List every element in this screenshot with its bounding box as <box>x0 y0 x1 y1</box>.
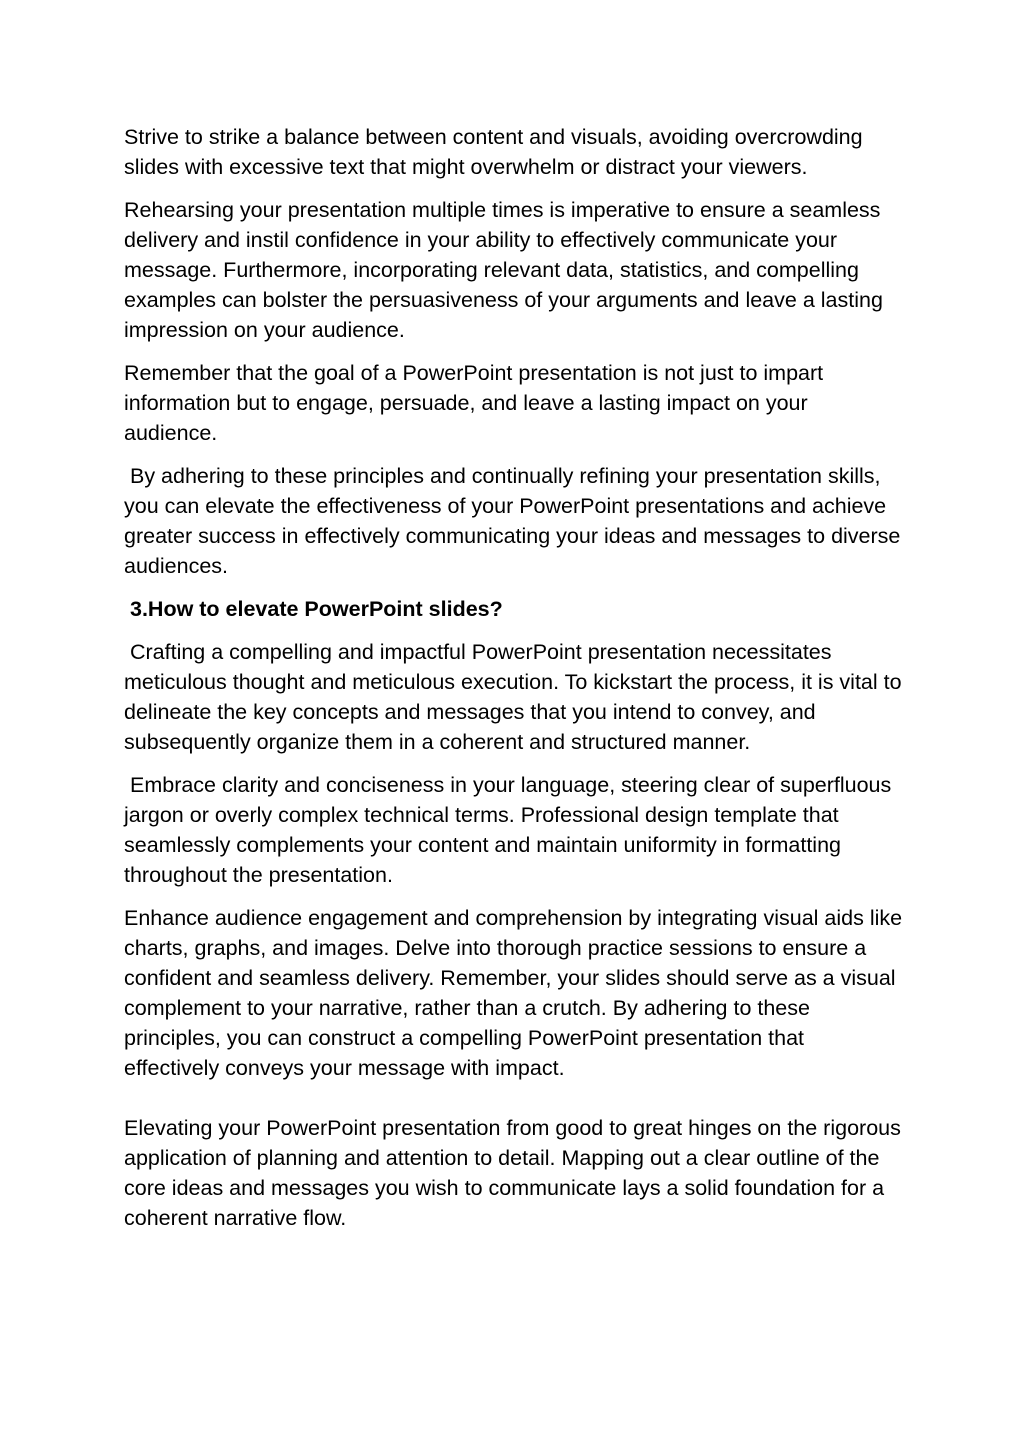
paragraph-goal: Remember that the goal of a PowerPoint presentation is not just to impart information but to engage, persuade, and leave a lasting impact on your audience. <box>124 361 824 445</box>
paragraph-adhering-principles: By adhering to these principles and continually refining your presentation skills, you can elevate the effectiveness of your PowerPoint presentations and achieve greater success in effectively communicating your ideas and messages to diverse audiences. <box>124 464 907 578</box>
paragraph-balance-content-visuals: Strive to strike a balance between content and visuals, avoiding overcrowding slides with excessive text that might overwhelm or distract your viewers. <box>124 125 863 179</box>
paragraph-elevating: Elevating your PowerPoint presentation from good to great hinges on the rigorous application of planning and attention to detail. Mapping out a clear outline of the core ideas and messages you wish to communicate lays a solid foundation for a coherent narrative flow. <box>124 1116 901 1230</box>
document-body <box>124 122 908 1246</box>
paragraph-clarity: Embrace clarity and conciseness in your language, steering clear of superfluous jargon or overly complex technical terms. Professional design template that seamlessly complements your content and maintain uniformity in formatting throughout the presentation. <box>124 773 898 887</box>
section-heading: 3.How to elevate PowerPoint slides? <box>124 597 503 621</box>
paragraph-crafting: Crafting a compelling and impactful PowerPoint presentation necessitates meticulous thought and meticulous execution. To kickstart the process, it is vital to delineate the key concepts and messages that you intend to convey, and subsequently organize them in a coherent and structured manner. <box>124 640 908 754</box>
paragraph-audience-engagement: Enhance audience engagement and comprehension by integrating visual aids like charts, graphs, and images. Delve into thorough practice sessions to ensure a confident and seamless delivery. Remember, your slides should serve as a visual complement to your narrative, rather than a crutch. By adhering to these principles, you can construct a compelling PowerPoint presentation that effectively conveys your message with impact. <box>124 906 903 1080</box>
paragraph-rehearsing: Rehearsing your presentation multiple times is imperative to ensure a seamless delivery and instil confidence in your ability to effectively communicate your message. Furthermore, incorporating relevant data, statistics, and compelling examples can bolster the persuasiveness of your arguments and leave a lasting impression on your audience. <box>124 198 883 342</box>
